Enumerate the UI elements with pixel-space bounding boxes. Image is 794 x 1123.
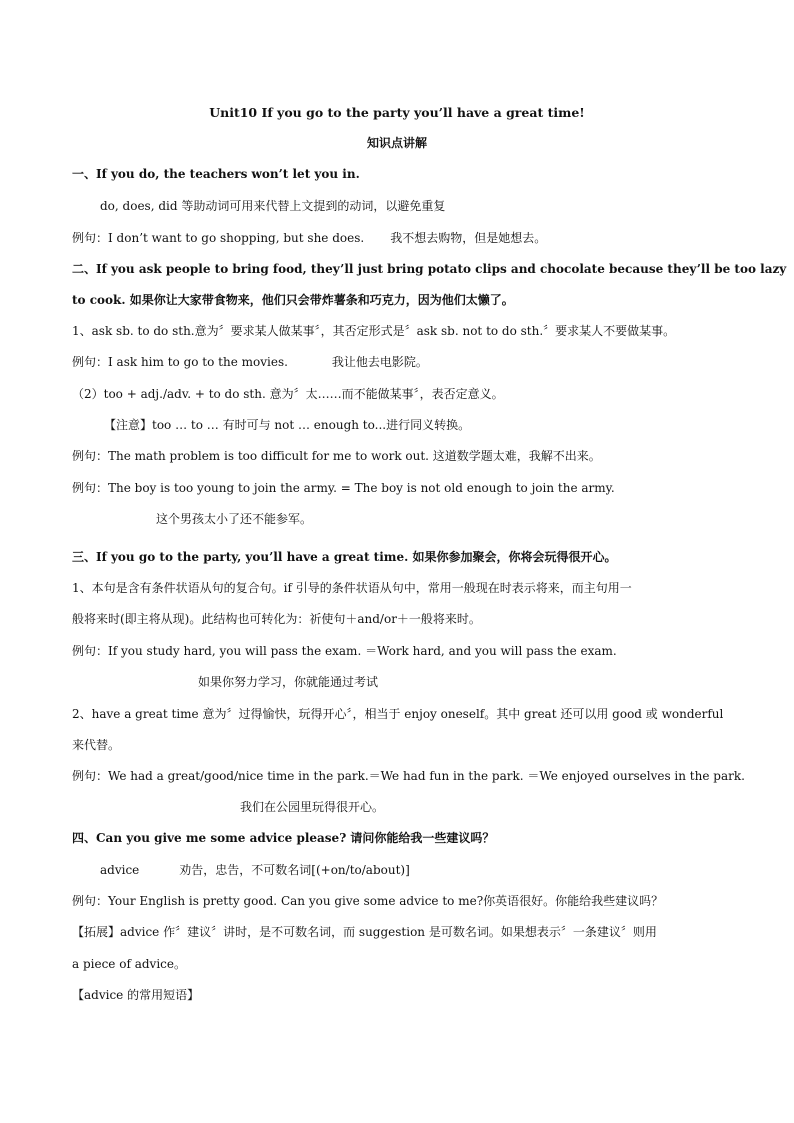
section-4-example: 例句：Your English is pretty good. Can you give some advice to me?你英语很好。你能给我些建议吗？	[72, 894, 664, 908]
document-subtitle: 知识点讲解	[366, 136, 427, 150]
section-1-example	[72, 230, 732, 246]
section-3-example-2: 例句：We had a great/good/nice time in the park.＝We had fun in the park. ＝We enjoyed ourselves in the park.	[72, 769, 745, 783]
section-3-point-1-line-1: 1、本句是含有条件状语从句的复合句。if 引导的条件状语从句中，常用一般现在时表示将来，而主句用一	[72, 581, 632, 595]
section-4-expand-line-1: 【拓展】advice 作〞建议〞讲时，是不可数名词，而 suggestion 是可数名词。如果想表示〞一条建议〞则用	[72, 925, 657, 939]
section-2-heading-line-2: to cook. 如果你让大家带食物来，他们只会带炸薯条和巧克力，因为他们太懒了。	[72, 293, 514, 307]
section-4-phrases-heading: 【advice 的常用短语】	[72, 988, 200, 1002]
example-translation: 我不想去购物，但是她想去。	[390, 231, 547, 245]
section-2-example-3: 例句：The boy is too young to join the army. = The boy is not old enough to join the army.	[72, 481, 615, 495]
section-2-example-3-translation: 这个男孩太小了还不能参军。	[156, 512, 313, 526]
example-text: 例句：I don’t want to go shopping, but she does.	[72, 231, 365, 245]
section-3-point-1-line-2: 般将来时(即主将从现)。此结构也可转化为：祈使句＋and/or＋一般将来时。	[72, 612, 481, 626]
section-3-example-1-translation: 如果你努力学习，你就能通过考试	[198, 675, 379, 689]
section-1-heading: 一、If you do, the teachers won’t let you in.	[72, 167, 360, 181]
section-3-example-1: 例句：If you study hard, you will pass the exam. ＝Work hard, and you will pass the exam.	[72, 644, 617, 658]
section-2-example-1	[72, 354, 732, 370]
section-3-example-2-translation: 我们在公园里玩得很开心。	[240, 800, 385, 814]
section-4-vocabulary	[100, 862, 760, 878]
vocabulary-word: advice	[100, 863, 140, 877]
section-2-example-2: 例句：The math problem is too difficult for me to work out. 这道数学题太难，我解不出来。	[72, 449, 601, 463]
section-3-point-2-line-1: 2、have a great time 意为〞过得愉快，玩得开心〞，相当于 enjoy oneself。其中 great 还可以用 good 或 wonderful	[72, 707, 724, 721]
section-2-attention: 【注意】too … to … 有时可与 not … enough to...进行同义转换。	[104, 418, 471, 432]
section-3-point-2-line-2: 来代替。	[72, 738, 121, 752]
document-title: Unit10 If you go to the party you’ll have a great time!	[209, 105, 585, 120]
example-translation: 我让他去电影院。	[331, 355, 428, 369]
section-3-heading: 三、If you go to the party, you’ll have a great time. 如果你参加聚会，你将会玩得很开心。	[72, 550, 617, 564]
section-2-point-1: 1、ask sb. to do sth.意为〞要求某人做某事〞，其否定形式是〞ask sb. not to do sth.〞要求某人不要做某事。	[72, 324, 676, 338]
example-text: 例句：I ask him to go to the movies.	[72, 355, 288, 369]
section-1-note: do, does, did 等助动词可用来代替上文提到的动词，以避免重复	[100, 199, 446, 213]
section-2-point-2: （2）too + adj./adv. + to do sth. 意为〞太……而不能做某事〞，表否定意义。	[72, 387, 504, 401]
section-4-heading: 四、Can you give me some advice please? 请问你能给我一些建议吗？	[72, 831, 495, 845]
section-2-heading-line-1: 二、If you ask people to bring food, they’ll just bring potato clips and chocolate because they’ll be too lazy	[72, 262, 787, 276]
vocabulary-definition: 劝告，忠告，不可数名词[(+on/to/about)]	[179, 863, 410, 877]
section-4-expand-line-2: a piece of advice。	[72, 957, 186, 971]
